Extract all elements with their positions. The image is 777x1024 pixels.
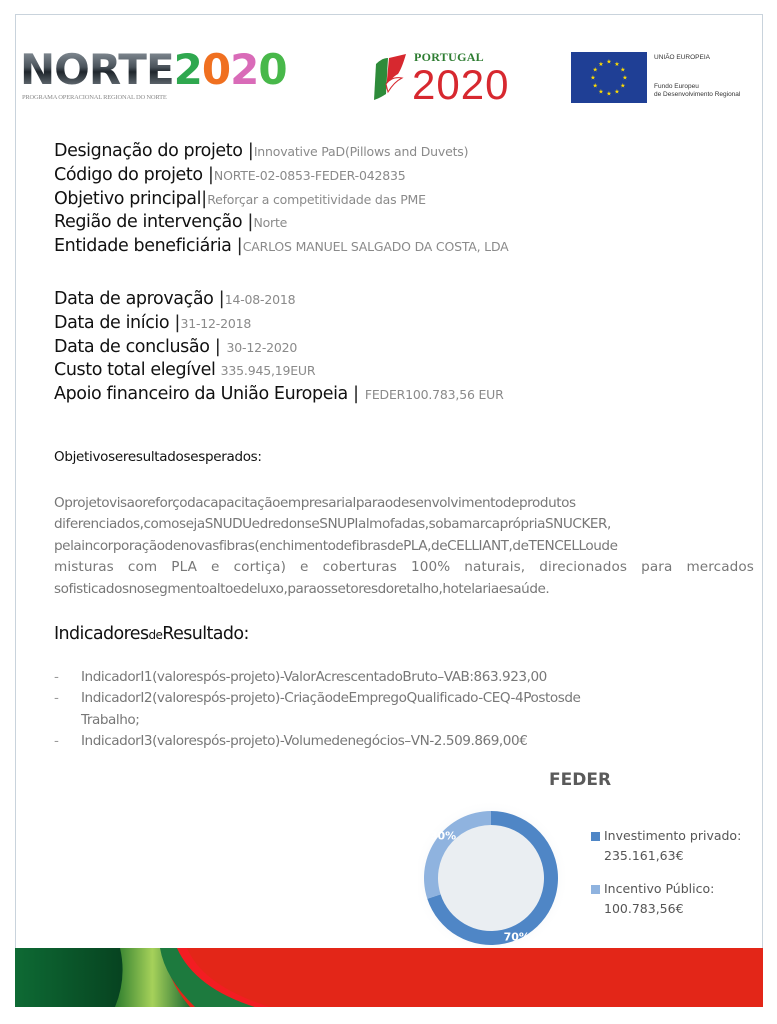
- field-label: Designação do projeto: [54, 141, 248, 161]
- bullet-dash: -: [54, 690, 59, 707]
- list-item: [54, 667, 580, 688]
- field-value: NORTE-02-0853-FEDER-042835: [213, 167, 406, 183]
- eu-star-icon: ★: [592, 67, 598, 74]
- field-separator: |: [201, 187, 208, 209]
- field-separator: |: [353, 383, 365, 405]
- year-digit: 2: [173, 45, 202, 94]
- heading-part: de: [148, 628, 163, 642]
- paragraph-line: pelaincorporaçãodenovasfibras(enchimentodefibrasdePLA,deCELLIANT,deTENCELLoude: [54, 537, 618, 554]
- eu-fund-line1: Fundo Europeu: [654, 83, 699, 90]
- field-value: CARLOS MANUEL SALGADO DA COSTA, LDA: [242, 239, 509, 255]
- legend-swatch: [591, 832, 600, 841]
- legend-label: Investimento privado:: [604, 828, 742, 843]
- field-custo-total: [54, 358, 504, 382]
- paragraph-line: sofisticadosnosegmentoaltoedeluxo,paraossetoresdoretalho,hotelariaesaúde.: [54, 580, 550, 597]
- donut-chart: [418, 800, 588, 950]
- portugal-flag-icon: [372, 54, 408, 102]
- eu-star-icon: ★: [614, 89, 620, 96]
- eu-star-icon: ★: [606, 91, 612, 98]
- portugal-year: 2020: [412, 61, 510, 108]
- norte2020-wordmark: [20, 45, 287, 94]
- year-digit: 0: [201, 45, 231, 94]
- field-separator: |: [247, 140, 254, 161]
- eu-star-icon: ★: [598, 89, 604, 96]
- field-label: Data de início: [54, 312, 175, 333]
- field-separator: |: [207, 163, 214, 185]
- indicators-list: [54, 667, 580, 753]
- field-label: Código do projeto: [54, 164, 208, 185]
- eu-star-icon: ★: [592, 83, 598, 90]
- field-separator: |: [218, 288, 225, 309]
- field-value: Innovative PaD(Pillows and Duvets): [253, 144, 469, 159]
- legend-amount: 235.161,63€: [604, 848, 684, 863]
- norte-word: NORTE: [20, 45, 174, 94]
- indicator-text-continued: Trabalho;: [81, 711, 140, 728]
- field-separator: |: [174, 311, 181, 333]
- legend-swatch: [591, 885, 600, 894]
- legend-item-incentivo-publico: [590, 879, 741, 919]
- field-entidade: [54, 234, 509, 258]
- indicators-heading: [54, 624, 249, 644]
- field-label: Objetivo principal: [54, 188, 202, 209]
- eu-star-icon: ★: [622, 75, 628, 82]
- field-codigo: [54, 163, 509, 187]
- heading-part: Resultado:: [162, 624, 249, 644]
- field-label: Entidade beneficiária: [54, 236, 237, 257]
- legend-amount: 100.783,56€: [604, 901, 684, 916]
- field-label: Custo total elegível: [54, 360, 221, 381]
- eu-fund-name: [654, 83, 740, 99]
- eu-flag-icon: [571, 52, 647, 103]
- field-value: 14-08-2018: [224, 292, 296, 307]
- eu-star-icon: ★: [614, 61, 620, 68]
- project-dates: [54, 287, 504, 406]
- legend-label: Incentivo Público:: [604, 881, 715, 896]
- field-regiao: [54, 210, 509, 234]
- objectives-paragraph: [54, 493, 754, 600]
- field-apoio-ue: [54, 382, 504, 406]
- year-digit: 0: [258, 45, 287, 94]
- field-data-aprovacao: [54, 287, 504, 311]
- donut-data-label: 70%: [503, 930, 530, 944]
- field-value: 30-12-2020: [226, 339, 298, 355]
- field-separator: |: [236, 235, 243, 257]
- portugal2020-logo: [372, 50, 542, 108]
- field-label: Data de conclusão: [54, 336, 215, 357]
- eu-logo: [571, 50, 766, 106]
- heading-part: Indicadores: [54, 624, 149, 644]
- field-label: Região de intervenção: [54, 212, 248, 233]
- project-info: [54, 139, 509, 258]
- field-separator: |: [247, 211, 254, 233]
- list-item: [54, 731, 580, 752]
- field-separator: |: [214, 335, 227, 357]
- field-data-inicio: [54, 311, 504, 335]
- field-data-conclusao: [54, 335, 504, 359]
- objectives-heading: Objetivoseresultadosesperados:: [54, 449, 262, 465]
- norte2020-logo: [20, 45, 345, 106]
- paragraph-line: Oprojetovisaoreforçodacapacitaçãoempresarialparaodesenvolvimentodeprodutos: [54, 495, 576, 511]
- field-value: Reforçar a competitividade das PME: [207, 191, 426, 207]
- field-designacao: [54, 139, 509, 163]
- indicator-text: IndicadorI3(valorespós-projeto)-Volumedenegócios–VN-2.509.869,00€: [81, 733, 528, 750]
- eu-fund-line2: de Desenvolvimento Regional: [654, 91, 741, 98]
- chart-legend: [590, 826, 741, 932]
- eu-star-icon: ★: [606, 59, 612, 66]
- paragraph-line: diferenciados,comosejaSNUDUedredonseSNUPIalmofadas,sobamarcaprópriaSNUCKER,: [54, 516, 611, 533]
- indicator-text: IndicadorI2(valorespós-projeto)-CriaçãodeEmpregoQualificado-CEQ-4Postosde: [81, 690, 581, 707]
- portugal-label: PORTUGAL: [414, 50, 484, 64]
- legend-item-investimento-privado: [590, 826, 741, 866]
- footer-banner: [15, 948, 763, 1007]
- donut-data-label: 30%: [429, 829, 457, 843]
- bullet-dash: -: [54, 669, 59, 685]
- eu-star-icon: ★: [620, 67, 626, 74]
- eu-star-icon: ★: [620, 83, 626, 90]
- indicator-text: IndicadorI1(valorespós-projeto)-ValorAcrescentadoBruto–VAB:863.923,00: [81, 669, 547, 685]
- field-value: 31-12-2018: [180, 315, 252, 331]
- bullet-dash: -: [54, 733, 59, 750]
- field-value: Norte: [253, 215, 288, 231]
- eu-title: UNIÃO EUROPEIA: [654, 54, 710, 61]
- chart-title: FEDER: [549, 770, 612, 790]
- list-item: [54, 688, 580, 731]
- eu-star-icon: ★: [590, 75, 596, 82]
- field-label: Data de aprovação: [54, 289, 219, 309]
- field-value: 335.945,19EUR: [220, 363, 316, 379]
- norte2020-subtitle: PROGRAMA OPERACIONAL REGIONAL DO NORTE: [22, 94, 167, 101]
- field-label: Apoio financeiro da União Europeia: [54, 384, 354, 405]
- eu-star-icon: ★: [598, 61, 604, 68]
- field-value: FEDER100.783,56 EUR: [364, 387, 504, 403]
- field-objetivo: [54, 187, 509, 211]
- year-digit: 2: [230, 45, 259, 94]
- paragraph-line: misturas com PLA e cortiça) e coberturas 100% naturais, direcionados para mercados: [54, 559, 754, 576]
